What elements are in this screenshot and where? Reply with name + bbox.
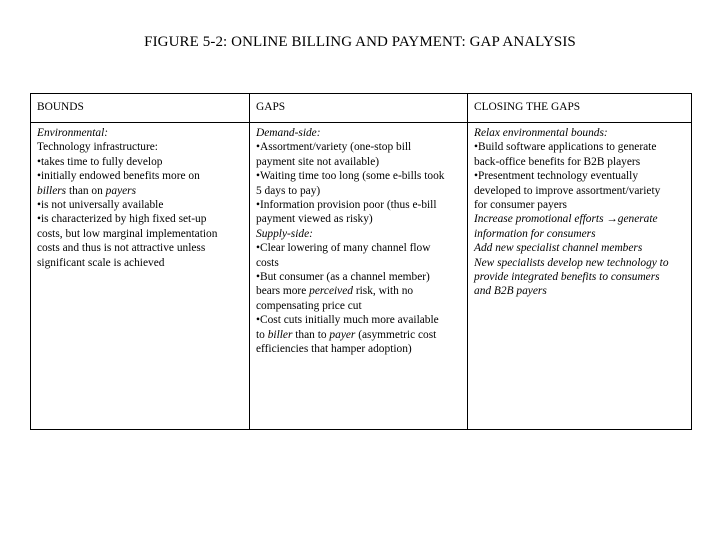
gaps-item: •Clear lowering of many channel flow xyxy=(256,242,431,255)
closing-item-cont: back-office benefits for B2B players xyxy=(474,155,641,168)
gaps-item-cont: payment site not available) xyxy=(256,155,380,168)
table-header-row xyxy=(31,94,692,123)
closing-item: •Presentment technology eventually xyxy=(474,170,639,183)
biller-text: biller xyxy=(267,328,293,341)
connector-text: than on xyxy=(66,184,106,197)
arrow-right-icon: → xyxy=(606,213,618,226)
table-body-row xyxy=(31,123,692,430)
than-to-text: than to xyxy=(292,328,330,341)
generate-text: generate xyxy=(617,213,658,226)
gaps-item-cont: costs xyxy=(256,256,279,269)
closing-item-italic: provide integrated benefits to consumers xyxy=(474,271,660,284)
gaps-heading-demand: Demand-side: xyxy=(256,127,321,139)
bounds-item-cont: costs and thus is not attractive unless xyxy=(37,242,206,255)
gaps-item: •But consumer (as a channel member) xyxy=(256,271,430,284)
header-bounds: BOUNDS xyxy=(31,94,250,123)
risk-text: risk, with no xyxy=(352,285,414,298)
closing-cell xyxy=(468,123,692,430)
gaps-item-cont xyxy=(256,328,461,342)
header-gaps: GAPS xyxy=(250,94,468,123)
closing-item-italic: New specialists develop new technology to xyxy=(474,256,669,269)
gaps-item: •Information provision poor (thus e-bill xyxy=(256,199,437,212)
gaps-item: •Assortment/variety (one-stop bill xyxy=(256,141,412,154)
asymmetric-text: (asymmetric cost xyxy=(355,328,437,341)
closing-item: •Build software applications to generate xyxy=(474,141,657,154)
gaps-item-cont: compensating price cut xyxy=(256,299,362,312)
figure-title: FIGURE 5-2: ONLINE BILLING AND PAYMENT: GAP ANALYSIS xyxy=(144,34,576,50)
payers-text: payers xyxy=(105,184,137,197)
header-closing-the-gaps: CLOSING THE GAPS xyxy=(468,94,692,123)
gaps-item-cont: payment viewed as risky) xyxy=(256,213,373,226)
gap-analysis-table xyxy=(30,93,692,430)
bounds-item: •is characterized by high fixed set-up xyxy=(37,213,207,226)
gaps-item-cont: 5 days to pay) xyxy=(256,184,321,197)
bounds-heading: Environmental: xyxy=(37,127,109,139)
closing-item-italic: information for consumers xyxy=(474,227,596,240)
bounds-item-cont xyxy=(37,184,243,198)
promo-text: Increase promotional efforts xyxy=(474,213,607,226)
payer-text: payer xyxy=(329,328,356,341)
gaps-item-cont xyxy=(256,284,461,298)
perceived-text: perceived xyxy=(309,285,353,298)
bounds-item: •is not universally available xyxy=(37,199,164,212)
bounds-cell xyxy=(31,123,250,430)
bounds-item-cont: significant scale is achieved xyxy=(37,256,165,269)
gaps-cell xyxy=(250,123,468,430)
gaps-item: •Waiting time too long (some e-bills took xyxy=(256,170,445,183)
closing-heading: Relax environmental bounds: xyxy=(474,127,608,139)
bounds-item-cont: costs, but low marginal implementation xyxy=(37,227,218,240)
bounds-item: •initially endowed benefits more on xyxy=(37,170,200,183)
closing-item-cont: developed to improve assortment/variety xyxy=(474,184,661,197)
bounds-subheading: Technology infrastructure: xyxy=(37,141,158,154)
closing-item-italic xyxy=(474,212,685,226)
to-text: to xyxy=(256,328,268,341)
billers-text: billers xyxy=(37,184,67,197)
gaps-item-cont: efficiencies that hamper adoption) xyxy=(256,343,412,356)
bears-more-text: bears more xyxy=(256,285,310,298)
closing-item-cont: for consumer payers xyxy=(474,199,567,212)
gaps-item: •Cost cuts initially much more available xyxy=(256,314,439,327)
gaps-heading-supply: Supply-side: xyxy=(256,227,313,240)
closing-item-italic: Add new specialist channel members xyxy=(474,242,643,255)
closing-item-italic: and B2B payers xyxy=(474,285,547,298)
bounds-item: •takes time to fully develop xyxy=(37,155,163,168)
